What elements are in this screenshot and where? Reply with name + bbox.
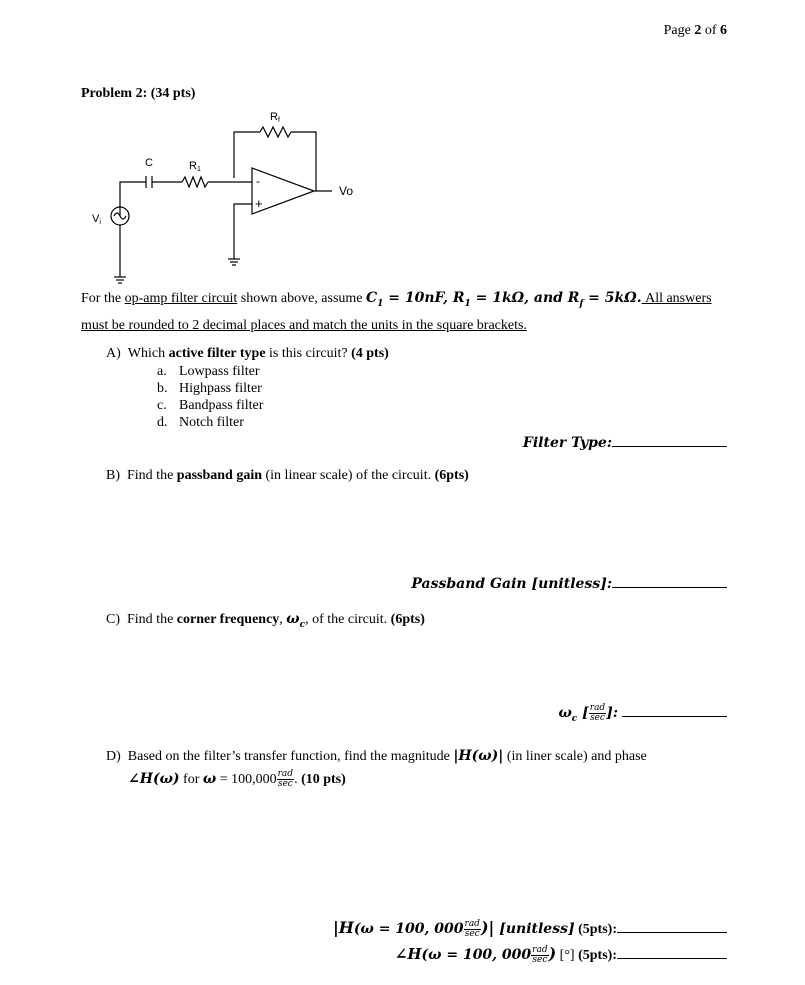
option-b: b. Highpass filter bbox=[157, 381, 262, 396]
option-c: c. Bandpass filter bbox=[157, 398, 264, 413]
filter-type-answer: Filter Type: bbox=[523, 434, 727, 452]
option-d: d. Notch filter bbox=[157, 415, 244, 430]
vi-label: Vi bbox=[92, 213, 101, 226]
phase-blank[interactable] bbox=[617, 946, 727, 959]
c-label: C bbox=[145, 157, 153, 169]
phase-answer: ∠H(ω = 100, 000 $\frac{\text{rad}}{\sec}$ ) [°] (5pts): bbox=[395, 944, 727, 965]
r1-label: R1 bbox=[189, 160, 201, 173]
question-d: D) Based on the filter’s transfer function, find the magnitude |H(ω)| (in liner scale) and phase ∠H(ω) for ω = 100,000 $\frac{\text{rad}}{\sec}$ . (10 pts) bbox=[106, 748, 647, 790]
passband-gain-blank[interactable] bbox=[612, 575, 727, 588]
question-a: A) Which active filter type is this circuit? (4 pts) bbox=[106, 346, 389, 361]
question-c: C) Find the corner frequency, $\omega_c$, of the circuit. (6pts) bbox=[106, 611, 425, 630]
plus-label: + bbox=[255, 196, 263, 211]
feedback-wire-right bbox=[291, 132, 316, 191]
intro-paragraph: For the op-amp filter circuit shown above, assume $C_1 = 10nF$, $R_1 = 1k\Omega$, and $R_f = 5k\Omega$. All answers must be rounded to 2 decimal places and match the units in the square brackets. bbox=[81, 290, 712, 333]
passband-gain-answer: Passband Gain [unitless]: bbox=[411, 575, 727, 593]
feedback-wire-left bbox=[234, 132, 260, 178]
op-amp-circuit-diagram bbox=[84, 104, 354, 284]
rf-label: Rf bbox=[270, 111, 280, 124]
page-number: Page 2 of 6 bbox=[663, 23, 727, 38]
problem-title: Problem 2: (34 pts) bbox=[81, 86, 196, 101]
input-wire bbox=[120, 182, 146, 216]
rf-resistor-symbol bbox=[260, 127, 291, 137]
corner-frequency-answer: $\omega_c$ [ $\frac{\text{rad}}{\sec}$ ]: bbox=[558, 704, 727, 724]
magnitude-answer: |H(ω = 100, 000 $\frac{\text{rad}}{\sec}$ )| [unitless] (5pts): bbox=[333, 918, 727, 939]
filter-type-blank[interactable] bbox=[612, 434, 727, 447]
question-b: B) Find the passband gain (in linear scale) of the circuit. (6pts) bbox=[106, 468, 469, 483]
option-a: a. Lowpass filter bbox=[157, 364, 260, 379]
vo-label: Vo bbox=[339, 184, 354, 198]
corner-frequency-blank[interactable] bbox=[622, 704, 727, 717]
plus-input-wire bbox=[234, 204, 252, 259]
magnitude-blank[interactable] bbox=[617, 920, 727, 933]
r1-resistor-symbol bbox=[182, 177, 208, 187]
minus-label: - bbox=[256, 174, 260, 188]
